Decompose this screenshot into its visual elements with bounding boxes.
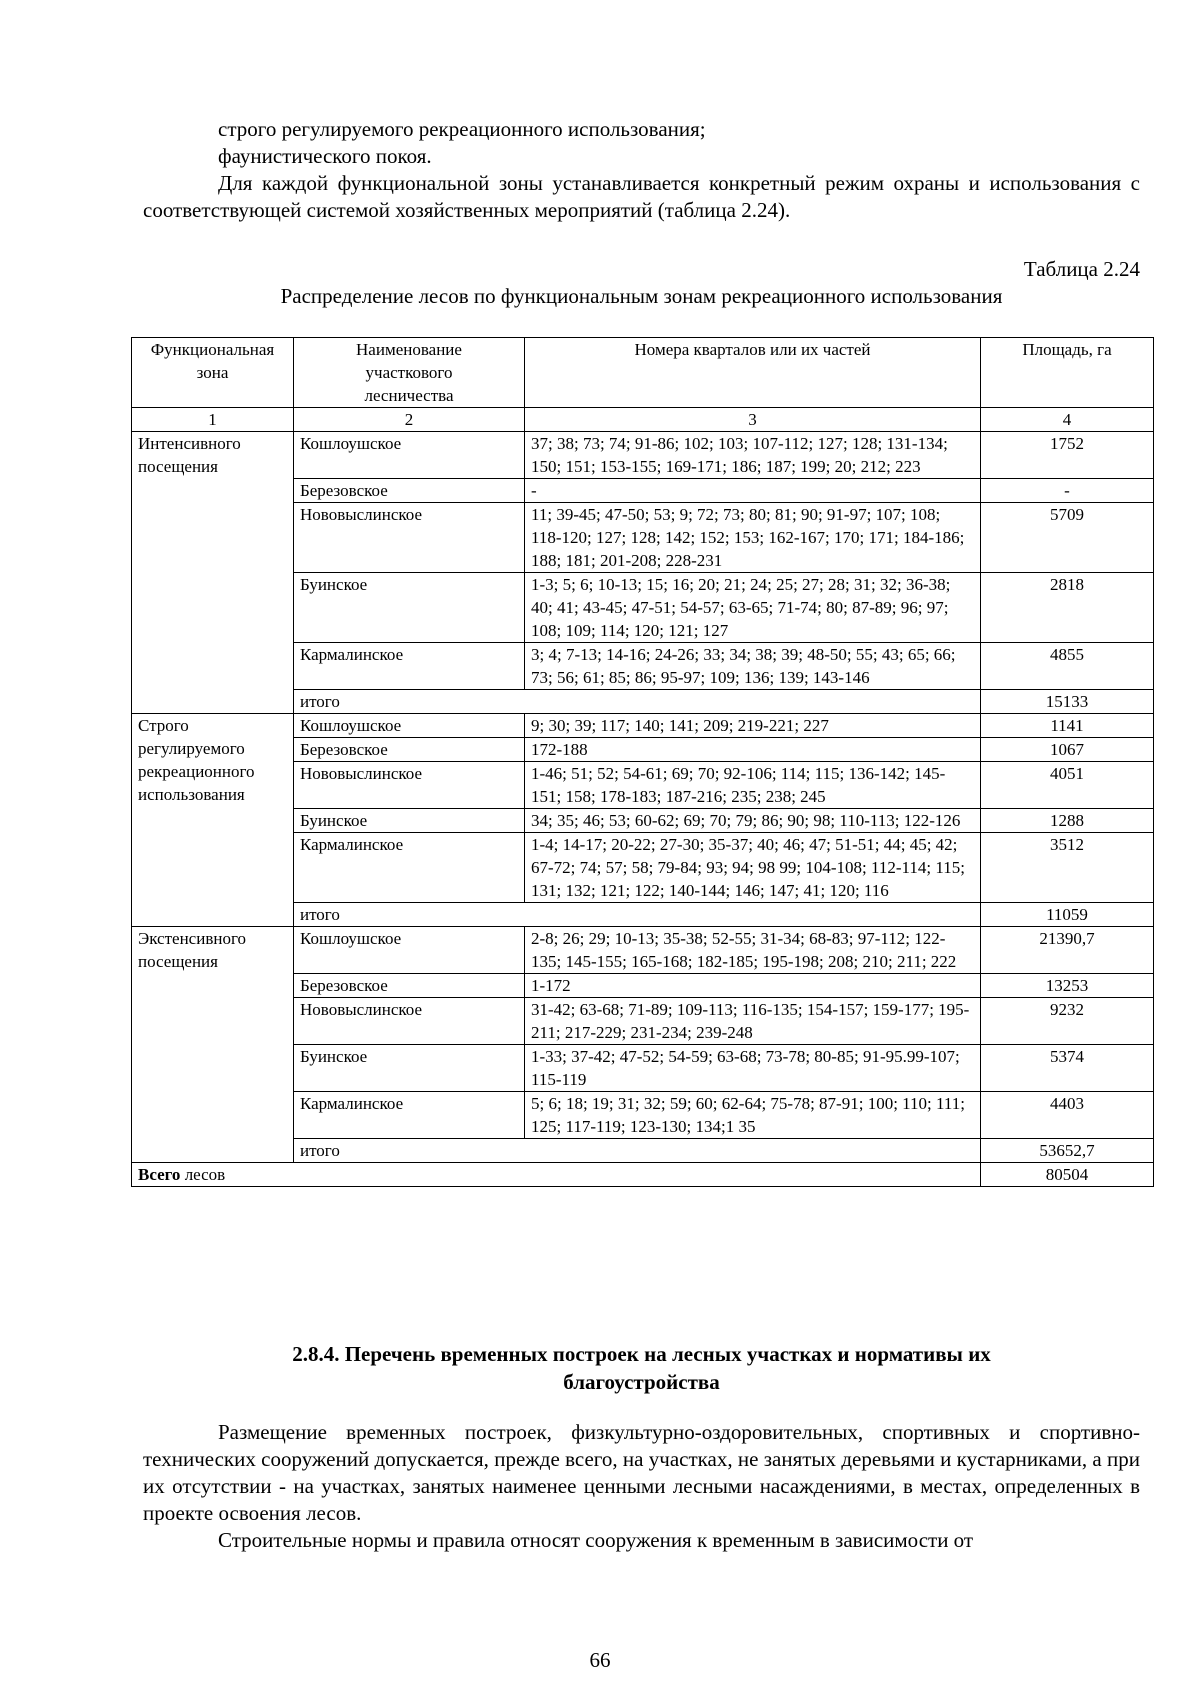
grand-total-label-bold: Всего [138, 1165, 181, 1184]
quarters-cell: 9; 30; 39; 117; 140; 141; 209; 219-221; 227 [525, 714, 981, 738]
forest-zones-table [131, 337, 1154, 1187]
table-body [132, 432, 1154, 1187]
section-heading-line-1: 2.8.4. Перечень временных построек на лесных участках и нормативы их [292, 1342, 991, 1366]
intro-line-1: строго регулируемого рекреационного использования; [218, 117, 706, 141]
intro-line-2: фаунистического покоя. [218, 144, 432, 168]
forestry-cell: Нововыслинское [294, 503, 525, 573]
forestry-cell: Кармалинское [294, 1092, 525, 1139]
forestry-cell: Нововыслинское [294, 998, 525, 1045]
forestry-cell: Буинское [294, 809, 525, 833]
header-area: Площадь, га [981, 338, 1154, 408]
forestry-cell: Березовское [294, 479, 525, 503]
quarters-cell: 172-188 [525, 738, 981, 762]
quarters-cell: - [525, 479, 981, 503]
area-cell: 4051 [981, 762, 1154, 809]
zone-name-cell: Экстенсивного посещения [132, 927, 294, 1163]
quarters-cell: 1-172 [525, 974, 981, 998]
intro-paragraph: Для каждой функциональной зоны устанавливается конкретный режим охраны и использования с соответствующей системой хозяйственных мероприятий (таблица 2.24). [143, 171, 1140, 222]
area-cell: 9232 [981, 998, 1154, 1045]
quarters-cell: 2-8; 26; 29; 10-13; 35-38; 52-55; 31-34; 68-83; 97-112; 122-135; 145-155; 165-168; 182-185; 195-198; 208; 210; 211; 222 [525, 927, 981, 974]
table-caption: Распределение лесов по функциональным зонам рекреационного использования [280, 284, 1003, 308]
zone-total-value: 53652,7 [981, 1139, 1154, 1163]
section-paragraph-2: Строительные нормы и правила относят сооружения к временным в зависимости от [218, 1528, 974, 1552]
table-number: Таблица 2.24 [1023, 257, 1140, 281]
forestry-cell: Березовское [294, 738, 525, 762]
zone-name-cell: Строго регулируемого рекреационного использования [132, 714, 294, 927]
area-cell: 1752 [981, 432, 1154, 479]
area-cell: 5374 [981, 1045, 1154, 1092]
header-forestry: Наименование участкового лесничества [294, 338, 525, 408]
zone-total-label: итого [294, 690, 981, 714]
header-quarters: Номера кварталов или их частей [525, 338, 981, 408]
forestry-cell: Кошлоушское [294, 927, 525, 974]
quarters-cell: 3; 4; 7-13; 14-16; 24-26; 33; 34; 38; 39; 48-50; 55; 43; 65; 66; 73; 56; 61; 85; 86; 95-97; 109; 136; 139; 143-146 [525, 643, 981, 690]
quarters-cell: 34; 35; 46; 53; 60-62; 69; 70; 79; 86; 90; 98; 110-113; 122-126 [525, 809, 981, 833]
section-paragraph-1: Размещение временных построек, физкультурно-оздоровительных, спортивных и спортивно-технических сооружений допускается, прежде всего, на участках, не занятых деревьями и кустарниками, а при их отсутствии - на участках, занятых наименее ценными лесными насаждениями, в местах, определенных в проекте освоения лесов. [143, 1420, 1140, 1525]
quarters-cell: 1-33; 37-42; 47-52; 54-59; 63-68; 73-78; 80-85; 91-95.99-107; 115-119 [525, 1045, 981, 1092]
page-number: 66 [589, 1648, 611, 1672]
area-cell: 1067 [981, 738, 1154, 762]
forestry-cell: Кармалинское [294, 643, 525, 690]
table-header-row [132, 338, 1154, 408]
forestry-cell: Кошлоушское [294, 714, 525, 738]
quarters-cell: 31-42; 63-68; 71-89; 109-113; 116-135; 154-157; 159-177; 195-211; 217-229; 231-234; 239-248 [525, 998, 981, 1045]
area-cell: - [981, 479, 1154, 503]
grand-total-label [132, 1163, 981, 1187]
area-cell: 1141 [981, 714, 1154, 738]
area-cell: 13253 [981, 974, 1154, 998]
area-cell: 3512 [981, 833, 1154, 903]
header-zone: Функциональная зона [132, 338, 294, 408]
grand-total-value: 80504 [981, 1163, 1154, 1187]
zone-total-value: 11059 [981, 903, 1154, 927]
area-cell: 2818 [981, 573, 1154, 643]
forestry-cell: Буинское [294, 1045, 525, 1092]
zone-total-label: итого [294, 903, 981, 927]
quarters-cell: 1-3; 5; 6; 10-13; 15; 16; 20; 21; 24; 25; 27; 28; 31; 32; 36-38; 40; 41; 43-45; 47-51; 54-57; 63-65; 71-74; 80; 87-89; 96; 97; 108; 109; 114; 120; 121; 127 [525, 573, 981, 643]
column-number: 2 [294, 408, 525, 432]
section-heading-line-2: благоустройства [563, 1370, 720, 1394]
grand-total-row [132, 1163, 1154, 1187]
area-cell: 4855 [981, 643, 1154, 690]
quarters-cell: 37; 38; 73; 74; 91-86; 102; 103; 107-112; 127; 128; 131-134; 150; 151; 153-155; 169-171; 186; 187; 199; 20; 212; 223 [525, 432, 981, 479]
table-row [132, 714, 1154, 738]
column-number-row [132, 408, 1154, 432]
area-cell: 4403 [981, 1092, 1154, 1139]
grand-total-label-rest: лесов [180, 1165, 226, 1184]
zone-name-cell: Интенсивного посещения [132, 432, 294, 714]
forestry-cell: Буинское [294, 573, 525, 643]
section-heading [143, 1340, 1140, 1396]
column-number: 4 [981, 408, 1154, 432]
area-cell: 1288 [981, 809, 1154, 833]
area-cell: 5709 [981, 503, 1154, 573]
forestry-cell: Нововыслинское [294, 762, 525, 809]
quarters-cell: 1-4; 14-17; 20-22; 27-30; 35-37; 40; 46; 47; 51-51; 44; 45; 42; 67-72; 74; 57; 58; 79-84; 93; 94; 98 99; 104-108; 112-114; 115; 131; 132; 121; 122; 140-144; 146; 147; 41; 120; 116 [525, 833, 981, 903]
forestry-cell: Кармалинское [294, 833, 525, 903]
quarters-cell: 1-46; 51; 52; 54-61; 69; 70; 92-106; 114; 115; 136-142; 145-151; 158; 178-183; 187-216; 235; 238; 245 [525, 762, 981, 809]
forestry-cell: Березовское [294, 974, 525, 998]
table-row [132, 927, 1154, 974]
forestry-cell: Кошлоушское [294, 432, 525, 479]
quarters-cell: 11; 39-45; 47-50; 53; 9; 72; 73; 80; 81; 90; 91-97; 107; 108; 118-120; 127; 128; 142; 152; 153; 162-167; 170; 171; 184-186; 188; 181; 201-208; 228-231 [525, 503, 981, 573]
zone-total-label: итого [294, 1139, 981, 1163]
column-number: 3 [525, 408, 981, 432]
quarters-cell: 5; 6; 18; 19; 31; 32; 59; 60; 62-64; 75-78; 87-91; 100; 110; 111; 125; 117-119; 123-130; 134;1 35 [525, 1092, 981, 1139]
zone-total-value: 15133 [981, 690, 1154, 714]
table-row [132, 432, 1154, 479]
area-cell: 21390,7 [981, 927, 1154, 974]
column-number: 1 [132, 408, 294, 432]
